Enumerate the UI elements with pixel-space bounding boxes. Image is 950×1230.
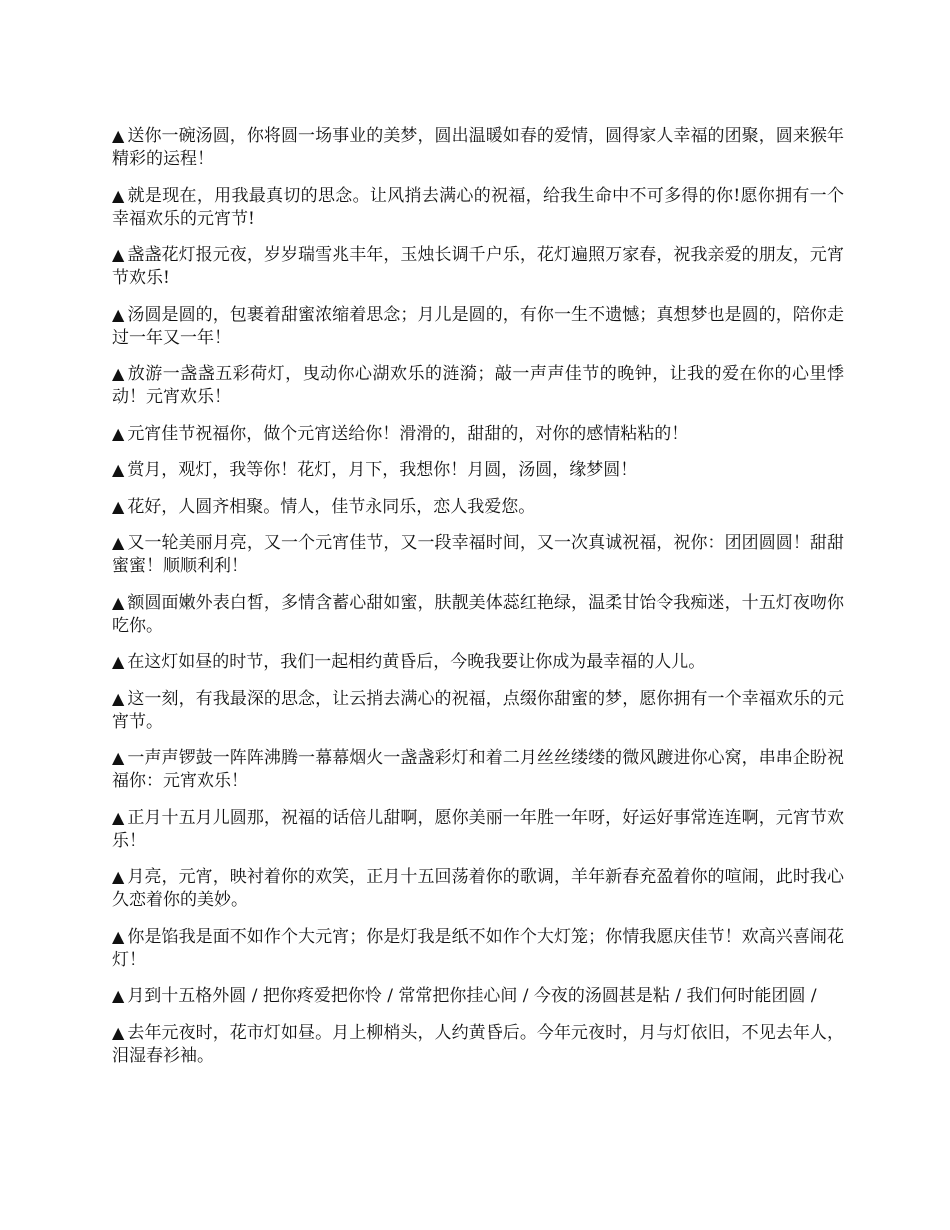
greeting-item: [112, 362, 844, 409]
greeting-item: [112, 1021, 844, 1068]
greeting-text: 花好，人圆齐相聚。情人，佳节永同乐，恋人我爱您。: [127, 496, 536, 517]
triangle-bullet-icon: ▲: [112, 652, 125, 671]
greeting-text: 正月十五月儿圆那，祝福的话倍儿甜啊，愿你美丽一年胜一年呀，好运好事常连连啊，元宵节欢乐！: [112, 807, 844, 851]
greeting-text: 额圆面嫩外表白皙，多情含蓄心甜如蜜，肤靓美体蕊红艳绿，温柔甘饴令我痴迷，十五灯夜吻你吃你。: [112, 592, 844, 636]
triangle-bullet-icon: ▲: [112, 245, 125, 264]
triangle-bullet-icon: ▲: [112, 688, 125, 708]
triangle-bullet-icon: ▲: [112, 867, 125, 886]
greeting-item: [112, 925, 844, 972]
greeting-text: 在这灯如昼的时节，我们一起相约黄昏后，今晚我要让你成为最幸福的人儿。: [127, 652, 706, 672]
greeting-item: [112, 303, 844, 350]
greeting-item: [112, 458, 844, 482]
triangle-bullet-icon: ▲: [112, 1022, 125, 1042]
greeting-text: 赏月，观灯，我等你！花灯，月下，我想你！月圆，汤圆，缘梦圆！: [127, 460, 638, 480]
greeting-text: 元宵佳节祝福你，做个元宵送给你！滑滑的，甜甜的，对你的感情粘粘的！: [127, 423, 689, 444]
greeting-item: [112, 422, 844, 446]
greeting-text: 盏盏花灯报元夜，岁岁瑞雪兆丰年，玉烛长调千户乐，花灯遍照万家春，祝我亲爱的朋友，元宵节欢乐!: [112, 245, 844, 288]
greeting-text: 又一轮美丽月亮，又一个元宵佳节，又一段幸福时间，又一次真诚祝福，祝你：团团圆圆！甜甜蜜蜜！顺顺利利！: [112, 533, 844, 576]
triangle-bullet-icon: ▲: [112, 496, 125, 516]
greeting-text: 放游一盏盏五彩荷灯，曳动你心湖欢乐的涟漪；敲一声声佳节的晚钟，让我的爱在你的心里悸动！元宵欢乐！: [112, 364, 845, 407]
triangle-bullet-icon: ▲: [112, 304, 125, 324]
greeting-text: 这一刻，有我最深的思念，让云捎去满心的祝福，点缀你甜蜜的梦，愿你拥有一个幸福欢乐的元宵节。: [112, 688, 844, 732]
triangle-bullet-icon: ▲: [112, 364, 125, 383]
greeting-item: [112, 531, 844, 578]
greeting-item: [112, 591, 844, 638]
triangle-bullet-icon: ▲: [112, 460, 125, 479]
greeting-text: 一声声锣鼓一阵阵沸腾一幕幕烟火一盏盏彩灯和着二月丝丝缕缕的微风踱进你心窝，串串企盼祝福你：元宵欢乐！: [112, 748, 844, 791]
triangle-bullet-icon: ▲: [112, 748, 125, 767]
greeting-text: 送你一碗汤圆，你将圆一场事业的美梦，圆出温暖如春的爱情，圆得家人幸福的团聚，圆来猴年精彩的运程！: [112, 126, 844, 169]
greeting-text: 月亮，元宵，映衬着你的欢笑，正月十五回荡着你的歌调，羊年新春充盈着你的喧闹，此时我心久恋着你的美妙。: [112, 867, 844, 910]
greeting-item: [112, 865, 844, 912]
triangle-bullet-icon: ▲: [112, 423, 125, 443]
triangle-bullet-icon: ▲: [112, 807, 125, 827]
document-body: [112, 124, 844, 1080]
greeting-item: [112, 984, 844, 1008]
greeting-item: [112, 124, 844, 171]
triangle-bullet-icon: ▲: [112, 592, 125, 612]
triangle-bullet-icon: ▲: [112, 185, 125, 205]
greeting-item: [112, 687, 844, 734]
triangle-bullet-icon: ▲: [112, 986, 125, 1005]
greeting-item: [112, 650, 844, 674]
greeting-text: 就是现在，用我最真切的思念。让风捎去满心的祝福，给我生命中不可多得的你!愿你拥有一个幸福欢乐的元宵节!: [112, 185, 844, 229]
greeting-text: 汤圆是圆的，包裹着甜蜜浓缩着思念；月儿是圆的，有你一生不遗憾；真想梦也是圆的，陪你走过一年又一年！: [112, 304, 844, 348]
greeting-text: 月到十五格外圆 / 把你疼爱把你怜 / 常常把你挂心间 / 今夜的汤圆甚是粘 / 我们何时能团圆 /: [127, 986, 817, 1006]
greeting-item: [112, 495, 844, 519]
greeting-item: [112, 243, 844, 290]
triangle-bullet-icon: ▲: [112, 126, 125, 145]
greeting-item: [112, 806, 844, 853]
greeting-item: [112, 746, 844, 793]
triangle-bullet-icon: ▲: [112, 926, 125, 946]
greeting-text: 去年元夜时，花市灯如昼。月上柳梢头，人约黄昏后。今年元夜时，月与灯依旧，不见去年人，泪湿春衫袖。: [112, 1022, 844, 1066]
greeting-text: 你是馅我是面不如作个大元宵；你是灯我是纸不如作个大灯笼；你情我愿庆佳节！欢高兴喜闹花灯！: [112, 926, 844, 970]
greeting-item: [112, 184, 844, 231]
triangle-bullet-icon: ▲: [112, 533, 125, 552]
